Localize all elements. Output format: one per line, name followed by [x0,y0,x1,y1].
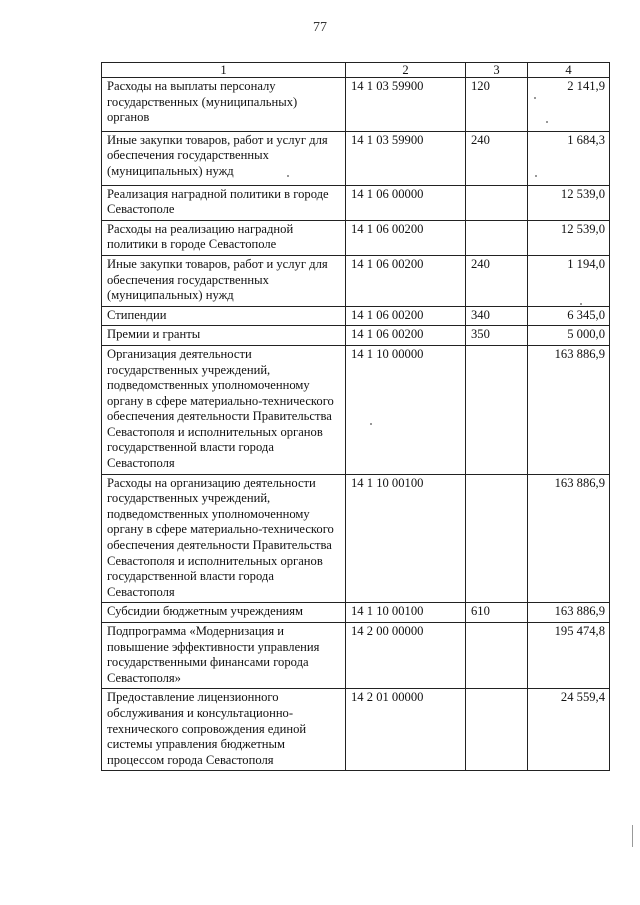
column-header-type: 3 [466,63,528,78]
row-code: 14 1 06 00200 [346,255,466,306]
row-code: 14 2 00 00000 [346,623,466,689]
row-type: 120 [466,78,528,132]
row-type [466,474,528,603]
row-name: Премии и гранты [102,326,346,346]
row-amount: 5 000,0 [528,326,610,346]
table-row [102,603,610,623]
row-code: 14 1 03 59900 [346,131,466,185]
row-type [466,345,528,474]
scan-speck [287,175,289,177]
row-type: 240 [466,255,528,306]
row-amount: 163 886,9 [528,474,610,603]
row-name: Стипендии [102,306,346,326]
row-name: Иные закупки товаров, работ и услуг для обеспечения государственных (муниципальных) нужд [102,131,346,185]
row-type [466,623,528,689]
row-name: Организация деятельности государственных учреждений, подведомственных уполномоченному органу в сфере материально-технического обеспечения деятельности Правительства Севастополя и исполнительных органов государственной власти города Севастополя [102,345,346,474]
scan-speck [534,97,536,99]
row-type [466,185,528,220]
row-code: 14 1 10 00100 [346,474,466,603]
table-row [102,220,610,255]
row-code: 14 1 03 59900 [346,78,466,132]
table-row [102,689,610,771]
table-row [102,131,610,185]
table-row [102,255,610,306]
row-code: 14 1 06 00200 [346,306,466,326]
row-amount: 163 886,9 [528,345,610,474]
row-name: Иные закупки товаров, работ и услуг для обеспечения государственных (муниципальных) нужд [102,255,346,306]
row-code: 14 1 10 00100 [346,603,466,623]
row-type [466,220,528,255]
row-code: 14 1 10 00000 [346,345,466,474]
table-row [102,474,610,603]
row-amount: 24 559,4 [528,689,610,771]
row-type: 240 [466,131,528,185]
budget-table [101,62,610,771]
row-amount: 1 684,3 [528,131,610,185]
scan-margin-mark [632,825,633,847]
row-type: 610 [466,603,528,623]
row-amount: 6 345,0 [528,306,610,326]
row-amount: 195 474,8 [528,623,610,689]
table-header-row [102,63,610,78]
row-amount: 163 886,9 [528,603,610,623]
table-row [102,326,610,346]
column-header-code: 2 [346,63,466,78]
row-amount: 12 539,0 [528,185,610,220]
row-code: 14 1 06 00200 [346,220,466,255]
row-amount: 1 194,0 [528,255,610,306]
table-row [102,306,610,326]
scan-speck [546,121,548,123]
scan-speck [535,175,537,177]
scan-speck [370,423,372,425]
row-name: Подпрограмма «Модернизация и повышение эффективности управления государственными финансами города Севастополя» [102,623,346,689]
row-name: Расходы на организацию деятельности государственных учреждений, подведомственных уполномоченному органу в сфере материально-технического обеспечения деятельности Правительства Севастополя и исполнительных органов государственной власти города Севастополя [102,474,346,603]
row-name: Предоставление лицензионного обслуживания и консультационно-технического сопровождения единой системы управления бюджетным процессом города Севастополя [102,689,346,771]
scan-speck [580,303,582,305]
row-name: Расходы на реализацию наградной политики в городе Севастополе [102,220,346,255]
table-row [102,78,610,132]
row-code: 14 1 06 00200 [346,326,466,346]
column-header-amount: 4 [528,63,610,78]
row-type [466,689,528,771]
row-code: 14 1 06 00000 [346,185,466,220]
column-header-name: 1 [102,63,346,78]
table-row [102,185,610,220]
row-name: Реализация наградной политики в городе Севастополе [102,185,346,220]
page-number: 77 [313,20,327,35]
row-type: 340 [466,306,528,326]
row-amount: 12 539,0 [528,220,610,255]
row-name: Субсидии бюджетным учреждениям [102,603,346,623]
table-row [102,345,610,474]
table-row [102,623,610,689]
row-name: Расходы на выплаты персоналу государственных (муниципальных) органов [102,78,346,132]
row-amount: 2 141,9 [528,78,610,132]
row-code: 14 2 01 00000 [346,689,466,771]
row-type: 350 [466,326,528,346]
